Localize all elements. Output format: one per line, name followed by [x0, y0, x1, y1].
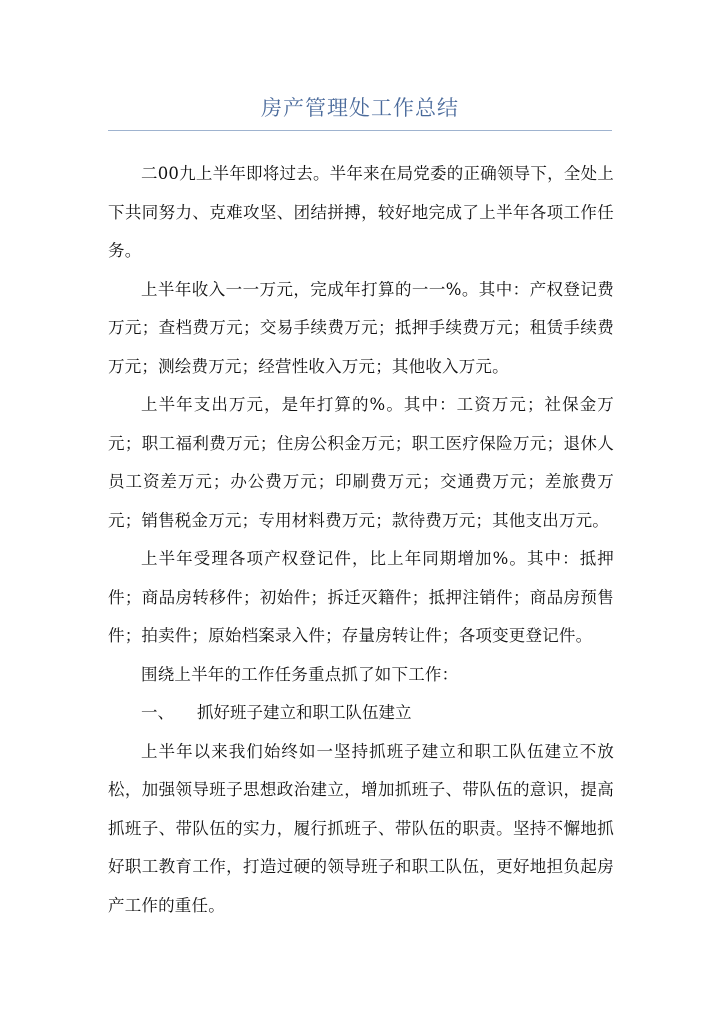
paragraph-expenditure: 上半年支出万元，是年打算的%。其中：工资万元；社保金万元；职工福利费万元；住房公积金万元；职工医疗保险万元；退休人员工资差万元；办公费万元；印刷费万元；交通费万元；差旅费万元；销售税金万元；专用材料费万元；款待费万元；其他支出万元。 [108, 395, 614, 530]
section-heading [108, 694, 614, 733]
section-number: 一、 [141, 703, 174, 722]
paragraph-registration: 上半年受理各项产权登记件，比上年同期增加%。其中：抵押件；商品房转移件；初始件；拆迁灭籍件；抵押注销件；商品房预售件；拍卖件；原始档案录入件；存量房转让件；各项变更登记件。 [108, 549, 614, 645]
title-divider [108, 130, 612, 131]
document-title: 房产管理处工作总结 [261, 96, 459, 120]
paragraph-work-focus: 围绕上半年的工作任务重点抓了如下工作： [141, 664, 459, 684]
section-heading-text: 抓好班子建立和职工队伍建立 [197, 703, 412, 722]
paragraph-intro: 二00九上半年即将过去。半年来在局党委的正确领导下，全处上下共同努力、克难攻坚、团结拼搏，较好地完成了上半年各项工作任务。 [108, 164, 614, 260]
paragraph-team-building: 上半年以来我们始终如一坚持抓班子建立和职工队伍建立不放松，加强领导班子思想政治建立，增加抓班子、带队伍的意识，提高抓班子、带队伍的实力，履行抓班子、带队伍的职责。坚持不懈地抓好职工教育工作，打造过硬的领导班子和职工队伍，更好地担负起房产工作的重任。 [108, 741, 614, 915]
paragraph-income: 上半年收入一一万元，完成年打算的一一%。其中：产权登记费万元；查档费万元；交易手续费万元；抵押手续费万元；租赁手续费万元；测绘费万元；经营性收入万元；其他收入万元。 [108, 279, 614, 376]
document-body [108, 155, 614, 925]
